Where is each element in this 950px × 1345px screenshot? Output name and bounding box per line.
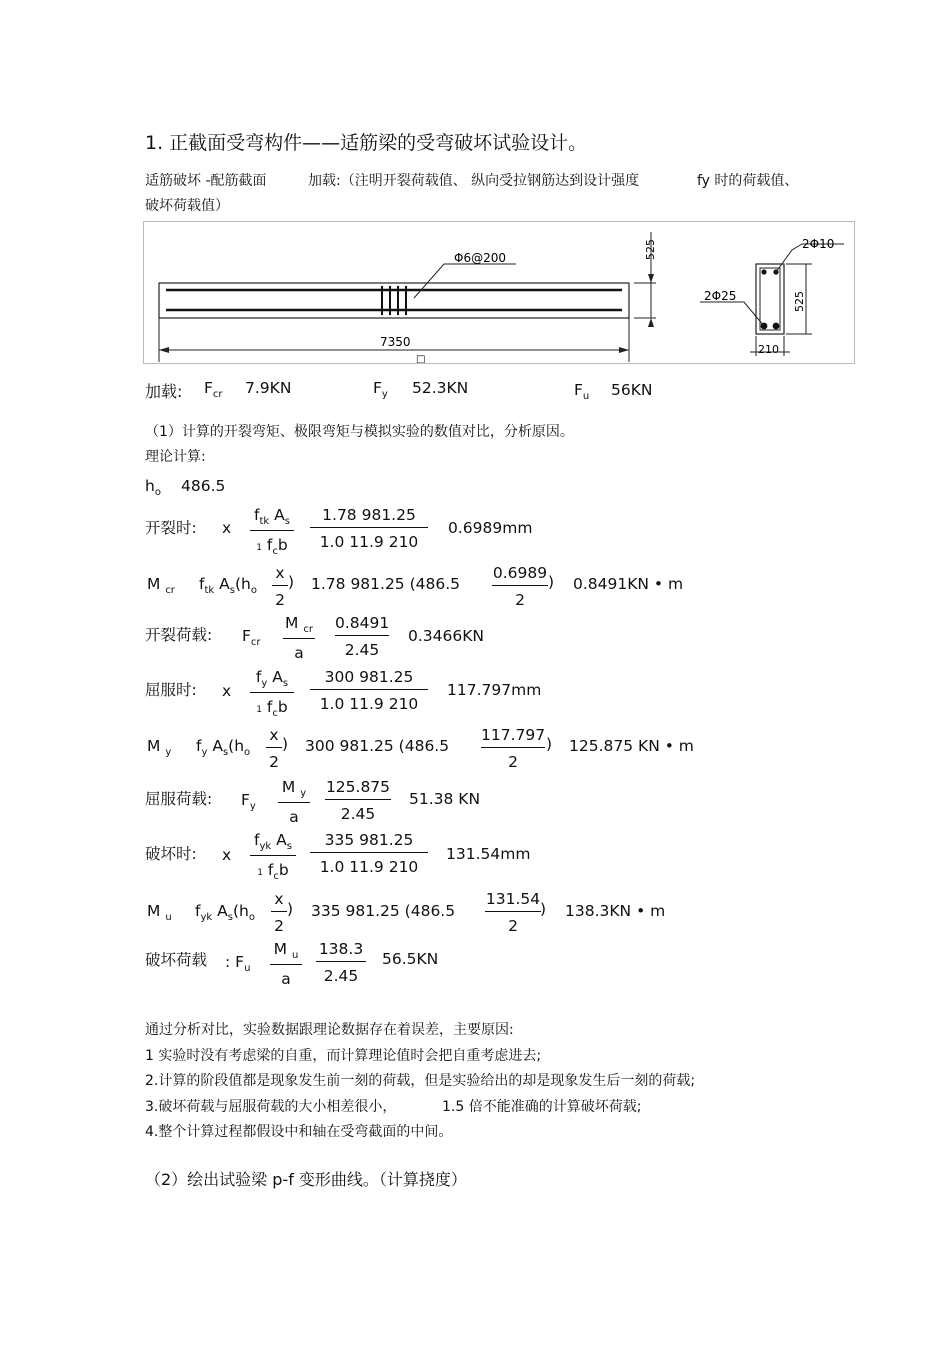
- intro-line1-b: 加载:（注明开裂荷载值、 纵向受拉钢筋达到设计强度: [308, 173, 640, 189]
- my-x-fraction: x 2: [266, 725, 282, 772]
- my-half-fraction: 117.797 2: [481, 726, 546, 771]
- yield-numeric-fraction: 300 981.25 1.0 11.9 210: [310, 667, 428, 714]
- fu-symbol: $F_u$: [574, 381, 590, 402]
- crack-x: x: [222, 519, 232, 537]
- section-height-label: 525: [793, 291, 806, 312]
- fcr-symbol: $F_{cr}$: [204, 379, 223, 400]
- intro-line1-a: 适筋破坏 -配筋截面: [145, 173, 267, 189]
- analysis-point-3a: 3.破坏荷载与屈服荷载的大小相差很小，: [145, 1099, 397, 1115]
- analysis-point-4: 4.整个计算过程都假设中和轴在受弯截面的中间。: [145, 1124, 453, 1140]
- bottom-bar-leader: [700, 302, 764, 326]
- crack-symbolic-fraction: $f_{tk}$ $A_s$ 1 $f_cb$: [250, 505, 294, 558]
- intro-line2: 破坏荷载值）: [145, 198, 229, 214]
- my-close-paren-2: ): [546, 735, 553, 753]
- bottom-bar-label: 2Φ25: [704, 289, 737, 303]
- mcr-half-fraction: 0.6989 2: [492, 564, 548, 609]
- mu-close-paren-2: ): [540, 900, 547, 918]
- question-2: （2）绘出试验梁 p-f 变形曲线。（计算挠度）: [145, 1170, 467, 1189]
- fcr-calc-symbol: $F_{cr}$: [242, 627, 261, 648]
- my-values: 300 981.25 (486.5: [305, 737, 450, 755]
- my-result: 125.875 KN • m: [569, 737, 694, 755]
- mu-close-paren: ): [287, 900, 294, 918]
- yield-result: 117.797mm: [447, 681, 542, 699]
- stirrup-label: Φ6@200: [454, 251, 506, 265]
- fy-symbol: $F_y$: [373, 379, 388, 400]
- yield-symbolic-fraction: $f_y$ $A_s$ 1 $f_cb$: [250, 667, 294, 720]
- analysis-point-1: 1 实验时没有考虑梁的自重，而计算理论值时会把自重考虑进去;: [145, 1048, 542, 1064]
- mu-result: 138.3KN • m: [565, 902, 666, 920]
- mcr-close-paren-2: ): [548, 573, 555, 591]
- fcr-result: 0.3466KN: [408, 627, 484, 645]
- fail-numeric-fraction: 335 981.25 1.0 11.9 210: [310, 830, 428, 877]
- my-symbol: M $_y$: [147, 737, 172, 758]
- mcr-close-paren: ): [288, 573, 295, 591]
- fu-label: 破坏荷载: [145, 951, 208, 969]
- crack-label: 开裂时:: [145, 519, 197, 537]
- my-close-paren: ): [282, 735, 289, 753]
- height-label: 525: [644, 239, 657, 260]
- h0-value: 486.5: [181, 477, 226, 495]
- loads-label: 加载:: [145, 382, 183, 401]
- fy-numeric-fraction: 125.875 2.45: [325, 778, 391, 823]
- analysis-intro: 通过分析对比，实验数据跟理论数据存在着误差，主要原因:: [145, 1022, 514, 1038]
- mu-values: 335 981.25 (486.5: [311, 902, 456, 920]
- mu-half-fraction: 131.54 2: [485, 890, 541, 935]
- fy-result: 51.38 KN: [409, 790, 481, 808]
- theory-label: 理论计算:: [145, 449, 206, 465]
- fy-symbolic-fraction: M $_y$ a: [278, 777, 310, 827]
- yield-label: 屈服时:: [145, 681, 197, 699]
- beam-length-label: 7350: [380, 335, 411, 349]
- fail-label: 破坏时:: [145, 845, 197, 863]
- beam-figure: [143, 221, 855, 364]
- beam-drawing: [144, 222, 854, 363]
- fcr-value: 7.9KN: [245, 379, 292, 397]
- fcr-numeric-fraction: 0.8491 2.45: [335, 614, 390, 659]
- crack-result: 0.6989mm: [448, 519, 533, 537]
- h0-symbol: $h_o$: [145, 477, 161, 498]
- fcr-symbolic-fraction: M $_{cr}$ a: [283, 613, 315, 663]
- section-heading: 1. 正截面受弯构件——适筋梁的受弯破坏试验设计。: [145, 132, 588, 154]
- fu-numeric-fraction: 138.3 2.45: [316, 939, 366, 986]
- stirrup-leader: [414, 264, 516, 298]
- fail-result: 131.54mm: [446, 845, 531, 863]
- beam-outline: [159, 283, 629, 318]
- fail-x: x: [222, 846, 232, 864]
- my-expression: $f_y$ $A_s(h_o$: [196, 737, 251, 758]
- mcr-values: 1.78 981.25 (486.5: [311, 575, 461, 593]
- mcr-expression: $f_{tk}$ $A_s(h_o$: [199, 575, 257, 596]
- fcr-label: 开裂荷载:: [145, 626, 213, 644]
- mcr-result: 0.8491KN • m: [573, 575, 684, 593]
- fu-value: 56KN: [611, 381, 653, 399]
- section-width-label: 210: [758, 343, 779, 356]
- yield-x: x: [222, 682, 232, 700]
- mu-symbol: M $_u$: [147, 902, 172, 923]
- crack-numeric-fraction: 1.78 981.25 1.0 11.9 210: [310, 505, 428, 552]
- intro-line1-c: fy 时的荷载值、: [697, 173, 799, 189]
- fail-symbolic-fraction: $f_{yk}$ $A_s$ 1 $f_cb$: [250, 830, 296, 883]
- fy-calc-symbol: $F_y$: [241, 791, 256, 812]
- mcr-symbol: M $_{cr}$: [147, 575, 175, 596]
- top-bar-label: 2Φ10: [802, 237, 835, 251]
- analysis-point-3b: 1.5 倍不能准确的计算破坏荷载;: [442, 1099, 642, 1115]
- mcr-x-fraction: x 2: [272, 563, 288, 610]
- mu-x-fraction: x 2: [271, 889, 287, 936]
- fy-label: 屈服荷载:: [145, 790, 213, 808]
- question-1: （1）计算的开裂弯矩、极限弯矩与模拟实验的数值对比，分析原因。: [145, 424, 574, 440]
- fu-symbolic-fraction: M $_u$ a: [270, 939, 302, 989]
- analysis-point-2: 2.计算的阶段值都是现象发生前一刻的荷载，但是实验给出的却是现象发生后一刻的荷载;: [145, 1073, 696, 1089]
- marker-glyph: □: [416, 354, 426, 363]
- section-stirrup: [760, 268, 780, 330]
- fu-calc-symbol: : $F_u$: [225, 953, 251, 974]
- mu-expression: $f_{yk}$ $A_s(h_o$: [195, 902, 255, 923]
- fu-result: 56.5KN: [382, 950, 439, 968]
- fy-value: 52.3KN: [412, 379, 469, 397]
